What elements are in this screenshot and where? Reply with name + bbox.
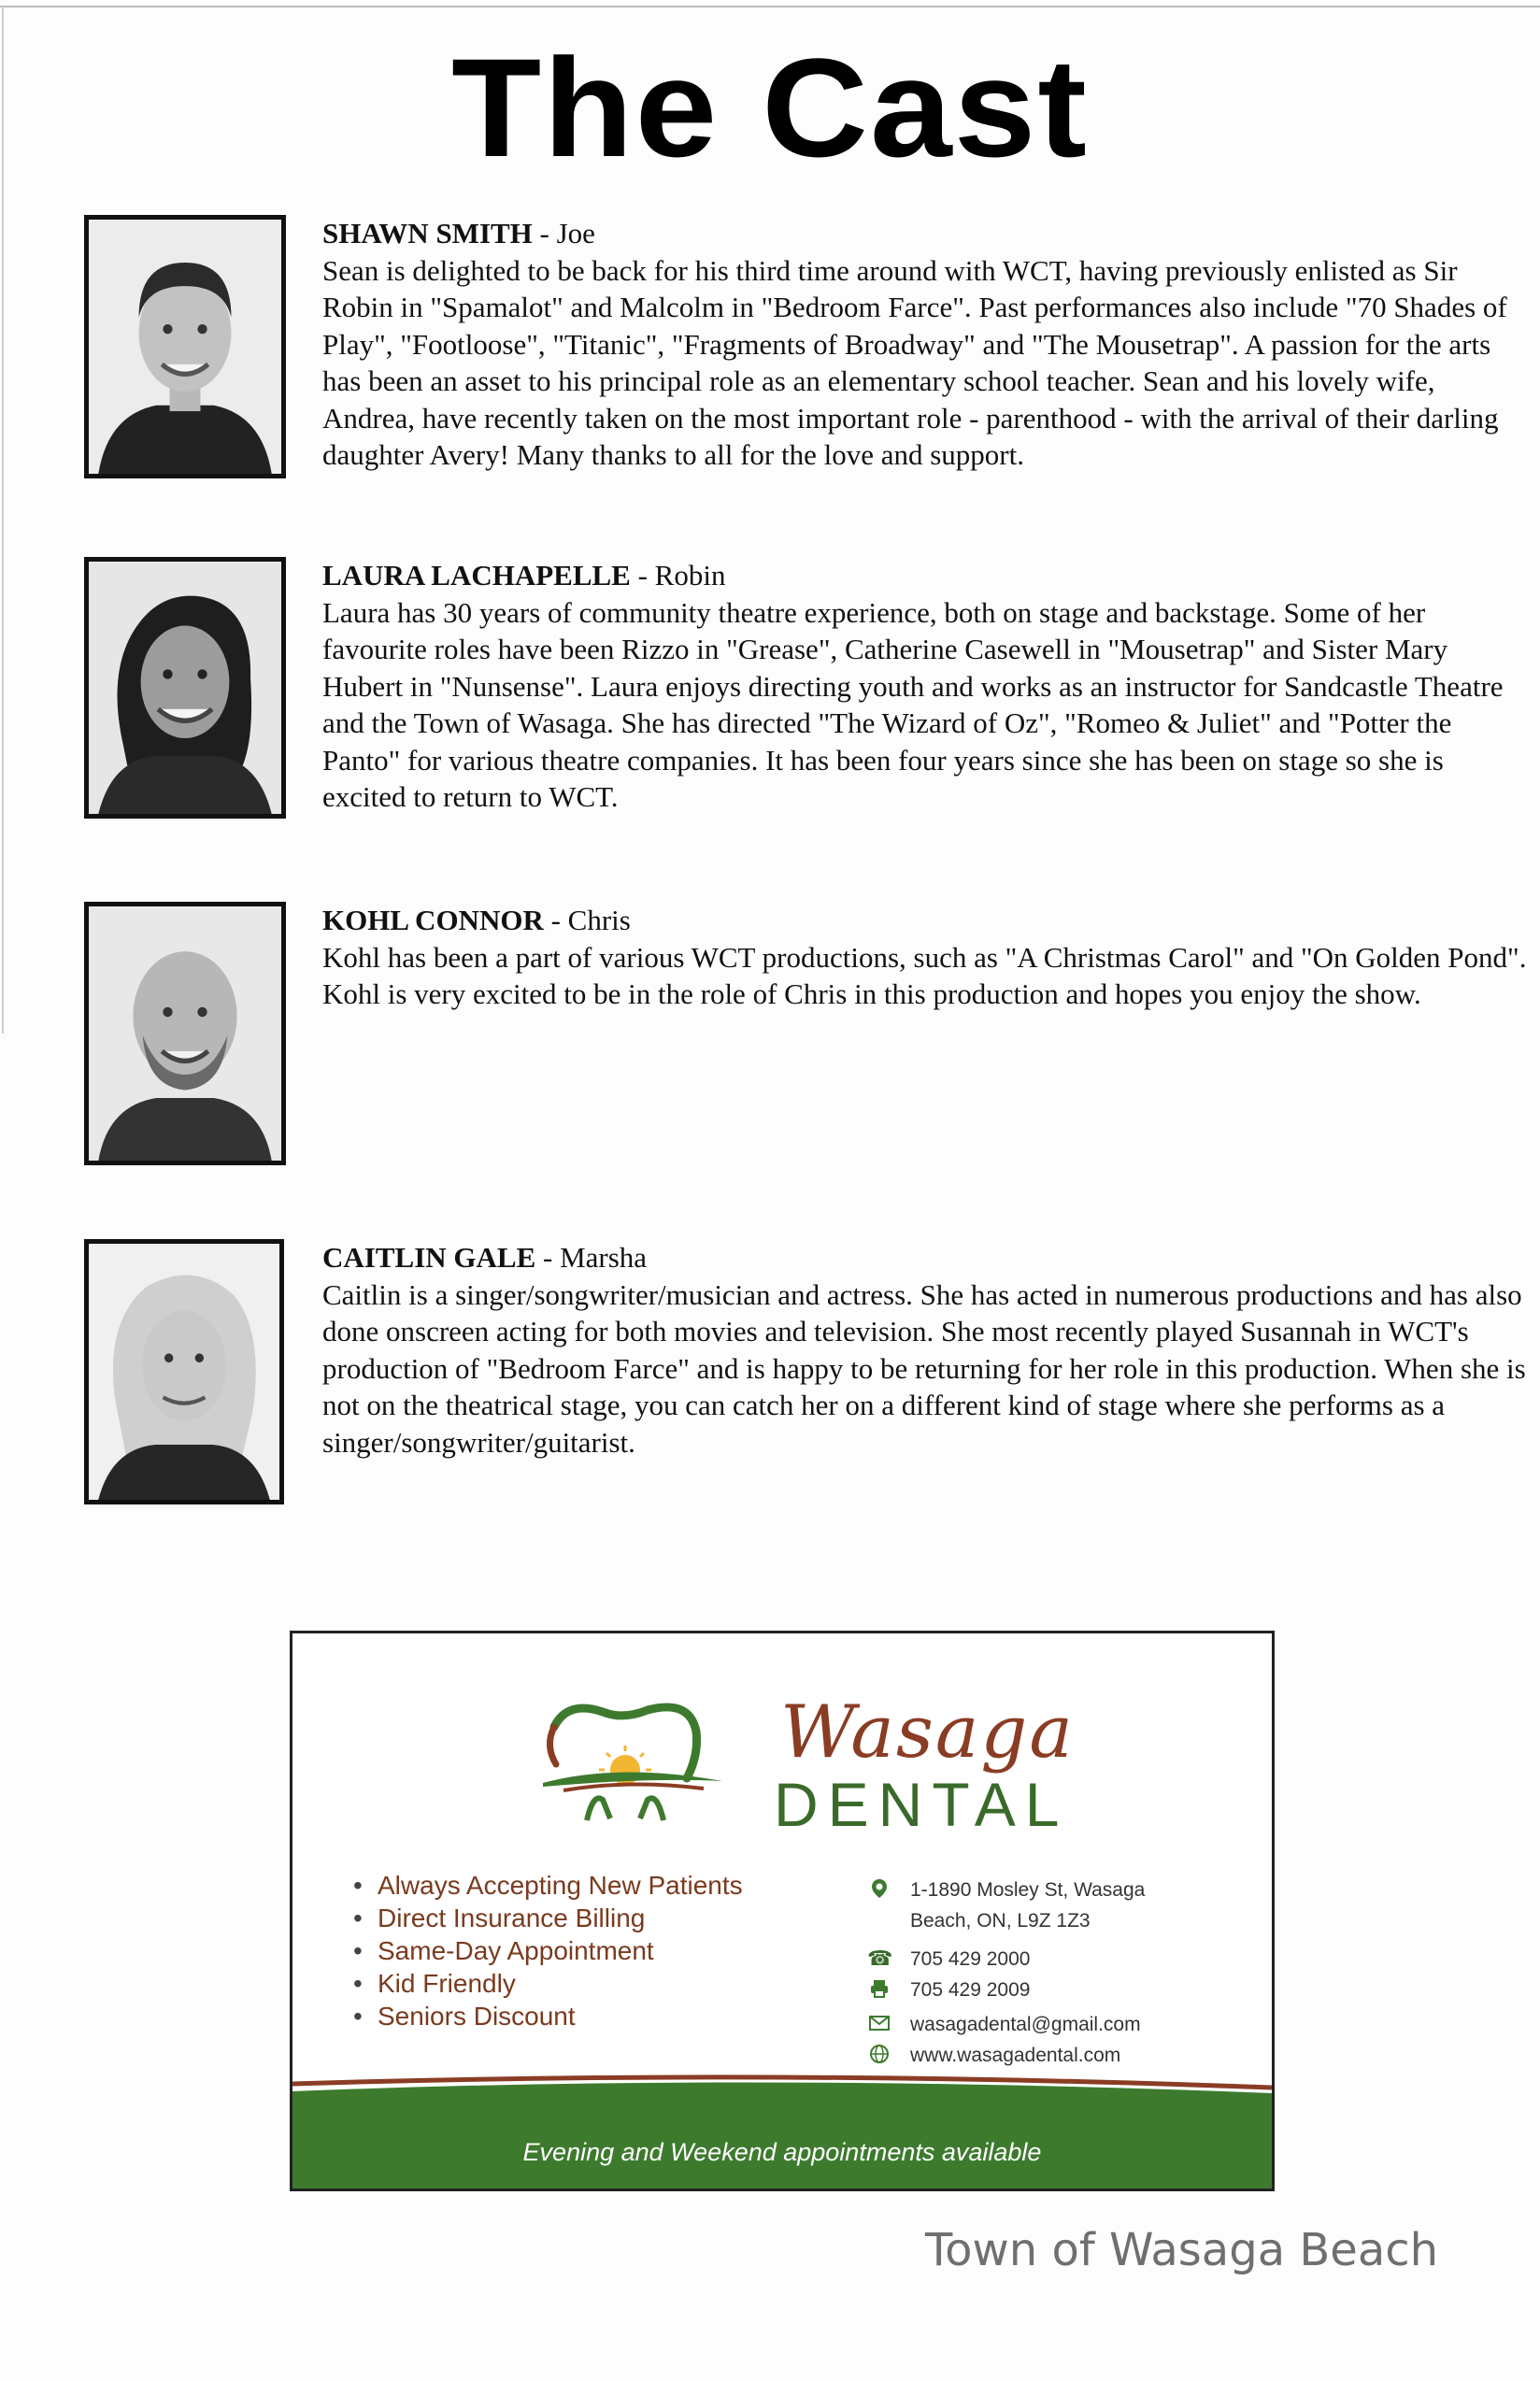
person-photo-icon (89, 562, 281, 814)
cast-role: - Robin (630, 559, 726, 592)
address-line-2: Beach, ON, L9Z 1Z3 (910, 1910, 1091, 1932)
phone-row (867, 1944, 1145, 1975)
address-line-1: 1-1890 Mosley St, Wasaga (910, 1879, 1146, 1901)
website-link[interactable]: www.wasagadental.com (910, 2045, 1121, 2066)
brand-word: DENTAL (774, 1770, 1069, 1839)
phone-icon: ☎ (867, 1946, 893, 1970)
headshot-photo (84, 902, 286, 1165)
globe-icon (867, 2043, 891, 2067)
headshot-photo (84, 557, 286, 819)
cast-name: SHAWN SMITH (322, 217, 533, 250)
person-photo-icon (89, 906, 281, 1161)
cast-bio (322, 1239, 1528, 1461)
contact-info (867, 1875, 1145, 2071)
list-item: • Always Accepting New Patients (353, 1869, 743, 1902)
cast-bio-text: Kohl has been a part of various WCT productions, such as "A Christmas Carol" and "On Golden Pond". Kohl is very excited to be in the role of Chris in this production and hopes you enjoy the show. (322, 940, 1527, 1010)
cast-bio-text: Sean is delighted to be back for his third time around with WCT, having previously enlisted as Sir Robin in "Spamalot" and Malcolm in "Bedroom Farce". Past performances also include "70 Shades of Play", "Footloose", "Titanic", "Fragments of Broadway" and "The Mousetrap". A passion for the arts has been an asset to his principal role as an elementary school teacher. Sean and his lovely wife, Andrea, have recently taken on the most important role - parenthood - with the arrival of their darling daughter Avery! Many thanks to all for the love and support. (322, 253, 1507, 471)
footer-tagline: Evening and Weekend appointments available (522, 2138, 1042, 2166)
brand-script: Wasaga (780, 1690, 1075, 1775)
top-border (0, 0, 1540, 7)
cast-name: KOHL CONNOR (322, 904, 544, 936)
cast-name: LAURA LACHAPELLE (322, 559, 631, 592)
headshot-photo (84, 1239, 284, 1504)
email-link[interactable]: wasagadental@gmail.com (910, 2014, 1141, 2035)
cast-role: - Marsha (535, 1241, 648, 1274)
cast-bio (322, 215, 1528, 474)
email-row[interactable] (867, 2009, 1145, 2040)
watermark-text: Town of Wasaga Beach (925, 2224, 1439, 2276)
feature-list (353, 1869, 743, 2032)
cast-bio (322, 902, 1528, 1013)
phone-number: 705 429 2000 (910, 1948, 1031, 1970)
person-photo-icon (89, 1244, 279, 1500)
cast-role: - Joe (532, 217, 595, 250)
fax-number: 705 429 2009 (910, 1979, 1031, 2001)
address-row (867, 1875, 1145, 1936)
headshot-photo (84, 215, 286, 478)
list-item: • Kid Friendly (353, 1967, 743, 2000)
person-photo-icon (89, 220, 281, 474)
list-item: • Direct Insurance Billing (353, 1902, 743, 1934)
website-row[interactable] (867, 2040, 1145, 2071)
wasaga-dental-ad (290, 1631, 1275, 2191)
page-title: The Cast (451, 29, 1089, 186)
envelope-icon (867, 2012, 891, 2036)
fax-printer-icon (867, 1977, 891, 2002)
location-pin-icon (867, 1877, 891, 1902)
list-item: • Same-Day Appointment (353, 1934, 743, 1967)
cast-bio (322, 557, 1528, 816)
fax-row (867, 1975, 1145, 2005)
cast-bio-text: Caitlin is a singer/songwriter/musician and actress. She has acted in numerous productions and has also done onscreen acting for both movies and television. She most recently played Susannah in WCT's production of "Bedroom Farce" and is happy to be returning for her role in this production. When she is not on the theatrical stage, you can catch her on a different kind of stage where she performs as a singer/songwriter/guitarist. (322, 1277, 1526, 1459)
cast-name: CAITLIN GALE (322, 1241, 536, 1274)
list-item: • Seniors Discount (353, 2000, 743, 2032)
cast-bio-text: Laura has 30 years of community theatre experience, both on stage and backstage. Some of her favourite roles have been Rizzo in "Grease", Catherine Casewell in "Mousetrap" and Sister Mary Hubert in "Nunsense". Laura enjoys directing youth and works as an instructor for Sandcastle Theatre and the Town of Wasaga. She has directed "The Wizard of Oz", "Romeo & Juliet" and "Potter the Panto" for various theatre companies. It has been four years since she has been on stage so she is excited to return to WCT. (322, 595, 1504, 813)
cast-role: - Chris (543, 904, 631, 936)
